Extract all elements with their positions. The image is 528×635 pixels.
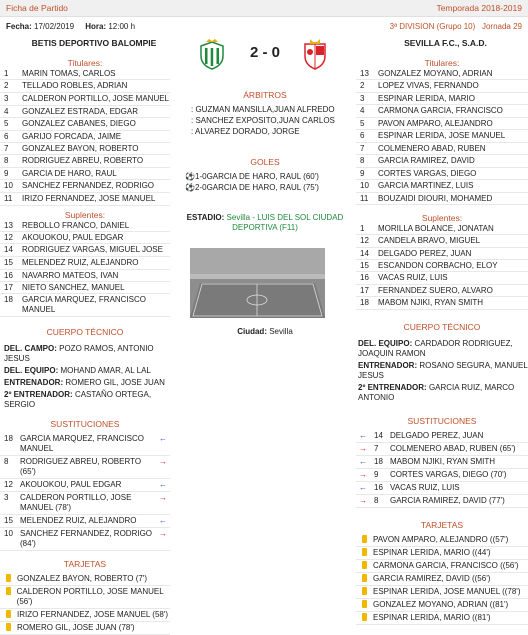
staff-row	[358, 338, 528, 360]
referee-row	[185, 126, 345, 137]
player-row	[0, 257, 170, 269]
player-name[interactable]: GARCIA RAMIREZ, DAVID	[378, 156, 475, 166]
player-row	[0, 193, 170, 206]
staff-name[interactable]: POZO RAMOS, ANTONIO JESUS	[4, 344, 154, 364]
away-crest-icon	[300, 38, 330, 70]
player-row	[356, 285, 528, 297]
player-number: 7	[360, 143, 365, 153]
player-name[interactable]: NAVARRO MATEOS, IVAN	[22, 270, 119, 280]
player-number: 4	[360, 106, 365, 116]
player-number: 9	[360, 168, 365, 178]
player-number: 13	[360, 69, 369, 78]
player-row	[356, 193, 528, 205]
player-number: 8	[360, 156, 365, 166]
sub-row	[356, 443, 528, 456]
player-number: 3	[360, 93, 365, 103]
player-row	[0, 143, 170, 155]
player-number: 3	[4, 493, 9, 503]
player-row	[0, 93, 170, 106]
card-row	[0, 573, 170, 586]
yellow-card-icon	[6, 623, 11, 631]
player-name[interactable]: ESPINAR LERIDA, MARIO ((44')	[373, 547, 491, 557]
home-suplentes-list	[0, 220, 170, 318]
yellow-card-icon	[6, 574, 11, 582]
player-row	[356, 223, 528, 235]
player-name[interactable]: RODRIGUEZ VARGAS, MIGUEL JOSE	[22, 245, 163, 255]
staff-role: DEL. EQUIPO:	[358, 338, 413, 348]
player-number: 15	[4, 258, 13, 268]
player-row	[356, 168, 528, 180]
player-number: 5	[360, 118, 365, 128]
home-titulares-list	[0, 68, 170, 206]
arrow-right-icon: →	[159, 529, 167, 539]
player-name[interactable]: RODRIGUEZ ABREU, ROBERTO	[22, 156, 144, 166]
yellow-card-icon	[362, 587, 367, 595]
player-row	[0, 282, 170, 294]
stadium-image	[190, 248, 325, 318]
player-name[interactable]: SANCHEZ FERNANDEZ, RODRIGO (84')	[20, 529, 153, 549]
player-number: 8	[4, 457, 9, 467]
player-name[interactable]: ESPINAR LERIDA, JOSE MANUEL ((78')	[373, 586, 521, 596]
staff-role: ENTRENADOR:	[4, 378, 64, 388]
player-name[interactable]: VACAS RUIZ, LUIS	[378, 273, 448, 283]
sub-row	[356, 482, 528, 495]
player-number: 16	[374, 482, 383, 492]
ball-icon: ⚽	[185, 183, 195, 192]
player-number: 15	[360, 261, 369, 271]
match-date: Fecha: 17/02/2019 Hora: 12:00 h	[6, 22, 136, 31]
player-name[interactable]: RODRIGUEZ ABREU, ROBERTO (65')	[20, 457, 142, 477]
staff-name[interactable]: ROMERO GIL, JOSE JUAN	[65, 378, 165, 388]
player-number: 1	[4, 69, 9, 78]
yellow-card-icon	[362, 548, 367, 556]
away-titulares-list	[356, 68, 528, 205]
player-name[interactable]: GONZALEZ BAYON, ROBERTO	[22, 143, 139, 153]
player-number: 6	[4, 131, 9, 141]
yellow-card-icon	[6, 610, 11, 618]
player-name[interactable]: DELGADO PEREZ, JUAN	[390, 430, 484, 440]
player-row	[356, 105, 528, 117]
player-row	[0, 118, 170, 130]
staff-role: ENTRENADOR:	[358, 360, 418, 370]
player-name[interactable]: GARCIA RAMIREZ, DAVID ((56')	[373, 573, 491, 583]
player-number: 18	[4, 295, 13, 305]
arbitros-heading: ÁRBITROS	[243, 90, 287, 100]
staff-role: DEL. EQUIPO:	[4, 366, 59, 376]
home-cuerpo-heading: CUERPO TÉCNICO	[46, 327, 124, 338]
player-name[interactable]: GARCIA MARQUEZ, FRANCISCO MANUEL	[22, 295, 147, 315]
player-row	[356, 130, 528, 143]
yellow-card-icon	[362, 600, 367, 608]
player-name[interactable]: COLMENERO ABAD, RUBEN	[378, 143, 486, 153]
player-number: 11	[360, 193, 369, 203]
home-cards-heading: TARJETAS	[63, 559, 107, 570]
card-row	[0, 586, 170, 609]
player-name[interactable]: GONZALEZ BAYON, ROBERTO (7')	[17, 574, 147, 584]
player-name[interactable]: TELLADO ROBLES, ADRIAN	[22, 81, 128, 91]
home-cuerpo-list	[0, 343, 170, 411]
arrow-left-icon: ←	[359, 482, 367, 492]
arrow-right-icon: →	[159, 457, 167, 467]
yellow-card-icon	[362, 613, 367, 621]
player-row	[356, 248, 528, 260]
player-name[interactable]: GARCIA MARQUEZ, FRANCISCO MANUEL	[20, 434, 145, 454]
sub-row	[0, 528, 170, 551]
home-cards-list	[0, 573, 170, 635]
player-row	[0, 155, 170, 167]
referee-prefix: :	[191, 127, 196, 136]
card-row	[356, 560, 528, 573]
player-name[interactable]: GARIJO FORCADA, JAIME	[22, 131, 122, 141]
goal-score: 2-0	[195, 183, 207, 192]
away-column	[356, 56, 528, 625]
staff-name[interactable]: GARCIA RUIZ, MARCO ANTONIO	[358, 382, 515, 402]
player-name[interactable]: ESPINAR LERIDA, MARIO ((81')	[373, 612, 491, 622]
staff-role: DEL. CAMPO:	[4, 344, 57, 354]
arbitros-list	[185, 104, 345, 137]
staff-name[interactable]: MOHAND AMAR, AL LAL	[60, 366, 151, 376]
player-number: 8	[4, 156, 9, 166]
home-suplentes-heading: Suplentes:	[64, 209, 106, 220]
arrow-right-icon: →	[359, 443, 367, 453]
player-number: 3	[4, 93, 9, 103]
stadium-link[interactable]: Sevilla - LUIS DEL SOL CIUDAD DEPORTIVA (F11)	[226, 213, 344, 232]
player-name[interactable]: CALDERON PORTILLO, JOSE MANUEL (56')	[16, 587, 164, 607]
stadium-info: ESTADIO: Sevilla - LUIS DEL SOL CIUDAD DEPORTIVA (F11)	[186, 213, 344, 232]
player-name[interactable]: REBOLLO FRANCO, DANIEL	[22, 220, 130, 230]
player-name[interactable]: ESPINAR LERIDA, MARIO	[378, 93, 475, 103]
player-number: 16	[4, 270, 13, 280]
player-row	[356, 180, 528, 192]
sub-row	[356, 495, 528, 508]
card-row	[356, 612, 528, 625]
player-name[interactable]: AKOUOKOU, PAUL EDGAR	[22, 232, 124, 242]
player-number: 12	[360, 236, 369, 246]
player-row	[0, 220, 170, 232]
player-number: 14	[374, 430, 383, 440]
sub-row	[0, 492, 170, 515]
referee-prefix: :	[191, 105, 196, 114]
referee-name: GUZMAN MANSILLA,JUAN ALFREDO	[195, 105, 335, 114]
away-cuerpo-heading: CUERPO TÉCNICO	[403, 321, 481, 332]
staff-row	[4, 377, 170, 389]
yellow-card-icon	[362, 535, 367, 543]
player-name[interactable]: MELENDEZ RUIZ, ALEJANDRO	[20, 516, 137, 526]
player-row	[0, 232, 170, 244]
card-row	[356, 586, 528, 599]
home-crest-icon	[197, 38, 227, 70]
player-name[interactable]: PAVON AMPARO, ALEJANDRO ((57')	[373, 534, 509, 544]
player-name[interactable]: COLMENERO ABAD, RUBEN (65')	[390, 443, 516, 453]
player-name[interactable]: ESPINAR LERIDA, JOSE MANUEL	[378, 130, 506, 140]
player-row	[356, 118, 528, 130]
player-name[interactable]: VACAS RUIZ, LUIS	[390, 482, 460, 492]
goles-list	[185, 171, 345, 193]
player-name[interactable]: MORILLA BOLANCE, JONATAN	[378, 223, 494, 233]
referee-row	[185, 115, 345, 126]
player-name[interactable]: IRIZO FERNANDEZ, JOSE MANUEL	[22, 193, 156, 203]
middle-column	[185, 90, 345, 233]
away-subs-heading: SUSTITUCIONES	[407, 415, 477, 426]
player-row	[0, 270, 170, 282]
arrow-left-icon: ←	[359, 456, 367, 466]
player-name[interactable]: AKOUOKOU, PAUL EDGAR	[20, 480, 122, 490]
player-name[interactable]: NIETO SANCHEZ, MANUEL	[22, 283, 125, 293]
player-number: 7	[374, 443, 379, 453]
player-number: 11	[4, 193, 13, 203]
match-score: 2 - 0	[249, 44, 280, 61]
header-bar	[0, 0, 528, 17]
page-title: Ficha de Partido	[6, 3, 68, 13]
arrow-left-icon: ←	[159, 480, 167, 490]
away-suplentes-list	[356, 223, 528, 310]
player-name[interactable]: CALDERON PORTILLO, JOSE MANUEL	[22, 93, 169, 103]
staff-name[interactable]: CASTAÑO ORTEGA, SERGIO	[4, 390, 152, 410]
player-number: 18	[374, 456, 383, 466]
player-name[interactable]: GARCIA DE HARO, RAUL	[22, 168, 117, 178]
player-name[interactable]: CARMONA GARCIA, FRANCISCO	[378, 106, 503, 116]
player-number: 9	[374, 469, 379, 479]
referee-name: SANCHEZ EXPOSITO,JUAN CARLOS	[195, 116, 335, 125]
goles-heading: GOLES	[250, 157, 280, 167]
player-name[interactable]: FERNANDEZ SUERO, ALVARO	[378, 285, 493, 295]
sub-row	[0, 433, 170, 456]
player-name[interactable]: CANDELA BRAVO, MIGUEL	[378, 236, 481, 246]
player-name[interactable]: ROMERO GIL, JOSE JUAN (78')	[17, 623, 135, 633]
player-row	[0, 244, 170, 257]
player-name[interactable]: CALDERON PORTILLO, JOSE MANUEL (78')	[20, 493, 132, 513]
player-name[interactable]: GARCIA RAMIREZ, DAVID (77')	[390, 495, 505, 505]
player-number: 18	[360, 298, 369, 308]
player-row	[356, 297, 528, 309]
card-row	[356, 534, 528, 547]
arrow-right-icon: →	[159, 493, 167, 503]
player-name[interactable]: MELENDEZ RUIZ, ALEJANDRO	[22, 258, 139, 268]
player-row	[356, 272, 528, 284]
player-number: 2	[4, 81, 9, 91]
arrow-left-icon: ←	[159, 516, 167, 526]
staff-name[interactable]: ROSANO SEGURA, MANUEL JESUS	[358, 360, 528, 380]
player-row	[0, 294, 170, 317]
goal-scorer: GARCIA DE HARO, RAUL (75')	[206, 183, 319, 192]
staff-row	[4, 365, 170, 377]
player-row	[356, 235, 528, 247]
player-name[interactable]: GONZALEZ ESTRADA, EDGAR	[22, 106, 139, 116]
yellow-card-icon	[6, 587, 11, 595]
player-name[interactable]: GONZALEZ MOYANO, ADRIAN ((81')	[373, 599, 509, 609]
player-name[interactable]: GARCIA MARTINEZ, LUIS	[378, 181, 474, 191]
city-info: Ciudad: Sevilla	[237, 327, 293, 336]
player-row	[0, 106, 170, 118]
player-name[interactable]: IRIZO FERNANDEZ, JOSE MANUEL (58')	[17, 610, 169, 620]
sub-row	[0, 515, 170, 528]
player-row	[356, 155, 528, 167]
sub-row	[356, 469, 528, 482]
player-row	[0, 168, 170, 180]
player-number: 1	[360, 223, 365, 233]
player-row	[0, 80, 170, 92]
goal-scorer: GARCIA DE HARO, RAUL (60')	[206, 172, 319, 181]
yellow-card-icon	[362, 574, 367, 582]
sub-row	[0, 479, 170, 492]
away-cards-list	[356, 534, 528, 625]
player-number: 14	[4, 245, 13, 255]
ball-icon: ⚽	[185, 172, 195, 181]
player-number: 15	[4, 516, 13, 526]
home-subs-heading: SUSTITUCIONES	[50, 419, 120, 430]
away-subs-list	[356, 430, 528, 508]
player-row	[0, 180, 170, 192]
player-row	[356, 143, 528, 155]
home-titulares-heading: Titulares:	[67, 58, 103, 68]
staff-row	[358, 360, 528, 382]
card-row	[356, 599, 528, 612]
player-name[interactable]: MABOM NJIKI, RYAN SMITH	[390, 456, 496, 466]
player-number: 12	[4, 232, 13, 242]
staff-row	[4, 389, 170, 411]
staff-name[interactable]: CARDADOR RODRIGUEZ, JOAQUIN RAMON	[358, 338, 513, 358]
player-name[interactable]: CORTES VARGAS, DIEGO	[378, 168, 477, 178]
player-name[interactable]: ESCANDON CORBACHO, ELOY	[378, 261, 498, 271]
arrow-right-icon: →	[359, 495, 367, 505]
player-number: 10	[4, 181, 13, 191]
player-name[interactable]: LOPEZ VIVAS, FERNANDO	[378, 81, 479, 91]
referee-prefix: :	[191, 116, 196, 125]
home-subs-list	[0, 433, 170, 551]
goal-row	[185, 182, 345, 193]
arrow-left-icon: ←	[359, 430, 367, 440]
player-row	[356, 260, 528, 272]
player-name[interactable]: SANCHEZ FERNANDEZ, RODRIGO	[22, 181, 155, 191]
card-row	[0, 609, 170, 622]
away-cards-heading: TARJETAS	[420, 519, 464, 530]
player-name[interactable]: CORTES VARGAS, DIEGO (70')	[390, 469, 507, 479]
player-number: 14	[360, 248, 369, 258]
player-name[interactable]: MARIN TOMAS, CARLOS	[22, 69, 116, 78]
player-name[interactable]: DELGADO PEREZ, JUAN	[378, 248, 472, 258]
player-number: 7	[4, 143, 9, 153]
away-cuerpo-list	[356, 338, 528, 404]
player-number: 16	[360, 273, 369, 283]
card-row	[356, 547, 528, 560]
referee-row	[185, 104, 345, 115]
sub-row	[0, 456, 170, 479]
arrow-left-icon: ←	[159, 434, 167, 444]
player-number: 12	[4, 480, 13, 490]
staff-row	[4, 343, 170, 365]
player-row	[356, 68, 528, 80]
staff-row	[358, 382, 528, 404]
player-row	[0, 68, 170, 80]
referee-name: ALVAREZ DORADO, JORGE	[195, 127, 300, 136]
player-row	[0, 131, 170, 143]
yellow-card-icon	[362, 561, 367, 569]
season-label: Temporada 2018-2019	[436, 3, 522, 13]
player-number: 10	[4, 529, 13, 539]
home-team-name: BETIS DEPORTIVO BALOMPIE	[31, 38, 157, 48]
player-name[interactable]: CARMONA GARCIA, FRANCISCO ((56')	[373, 560, 519, 570]
player-name[interactable]: PAVON AMPARO, ALEJANDRO	[378, 118, 493, 128]
player-name[interactable]: BOUZAIDI DIOURI, MOHAMED	[378, 193, 493, 203]
sub-row	[356, 430, 528, 443]
staff-role: 2º ENTRENADOR:	[358, 382, 427, 392]
away-team-name: SEVILLA F.C., S.A.D.	[404, 38, 487, 48]
player-number: 18	[4, 434, 13, 444]
player-number: 4	[4, 106, 9, 116]
player-number: 9	[4, 168, 9, 178]
player-name[interactable]: GONZALEZ CABANES, DIEGO	[22, 119, 136, 129]
card-row	[356, 573, 528, 586]
player-name[interactable]: MABOM NJIKI, RYAN SMITH	[378, 298, 484, 308]
card-row	[0, 622, 170, 635]
staff-role: 2º ENTRENADOR:	[4, 390, 73, 400]
arrow-right-icon: →	[359, 469, 367, 479]
player-number: 6	[360, 130, 365, 140]
player-number: 10	[360, 181, 369, 191]
player-name[interactable]: GONZALEZ MOYANO, ADRIAN	[378, 69, 493, 78]
player-row	[356, 80, 528, 92]
goal-score: 1-0	[195, 172, 207, 181]
away-suplentes-heading: Suplentes:	[421, 212, 463, 223]
player-row	[356, 93, 528, 105]
player-number: 17	[360, 285, 369, 295]
away-titulares-heading: Titulares:	[424, 58, 460, 68]
division-label: 3ª DIVISION (Grupo 10) Jornada 29	[389, 22, 522, 31]
player-number: 17	[4, 283, 13, 293]
sub-row	[356, 456, 528, 469]
goal-row	[185, 171, 345, 182]
home-column	[0, 56, 170, 635]
player-number: 13	[4, 220, 13, 230]
player-number: 8	[374, 495, 379, 505]
player-number: 2	[360, 81, 365, 91]
player-number: 5	[4, 119, 9, 129]
